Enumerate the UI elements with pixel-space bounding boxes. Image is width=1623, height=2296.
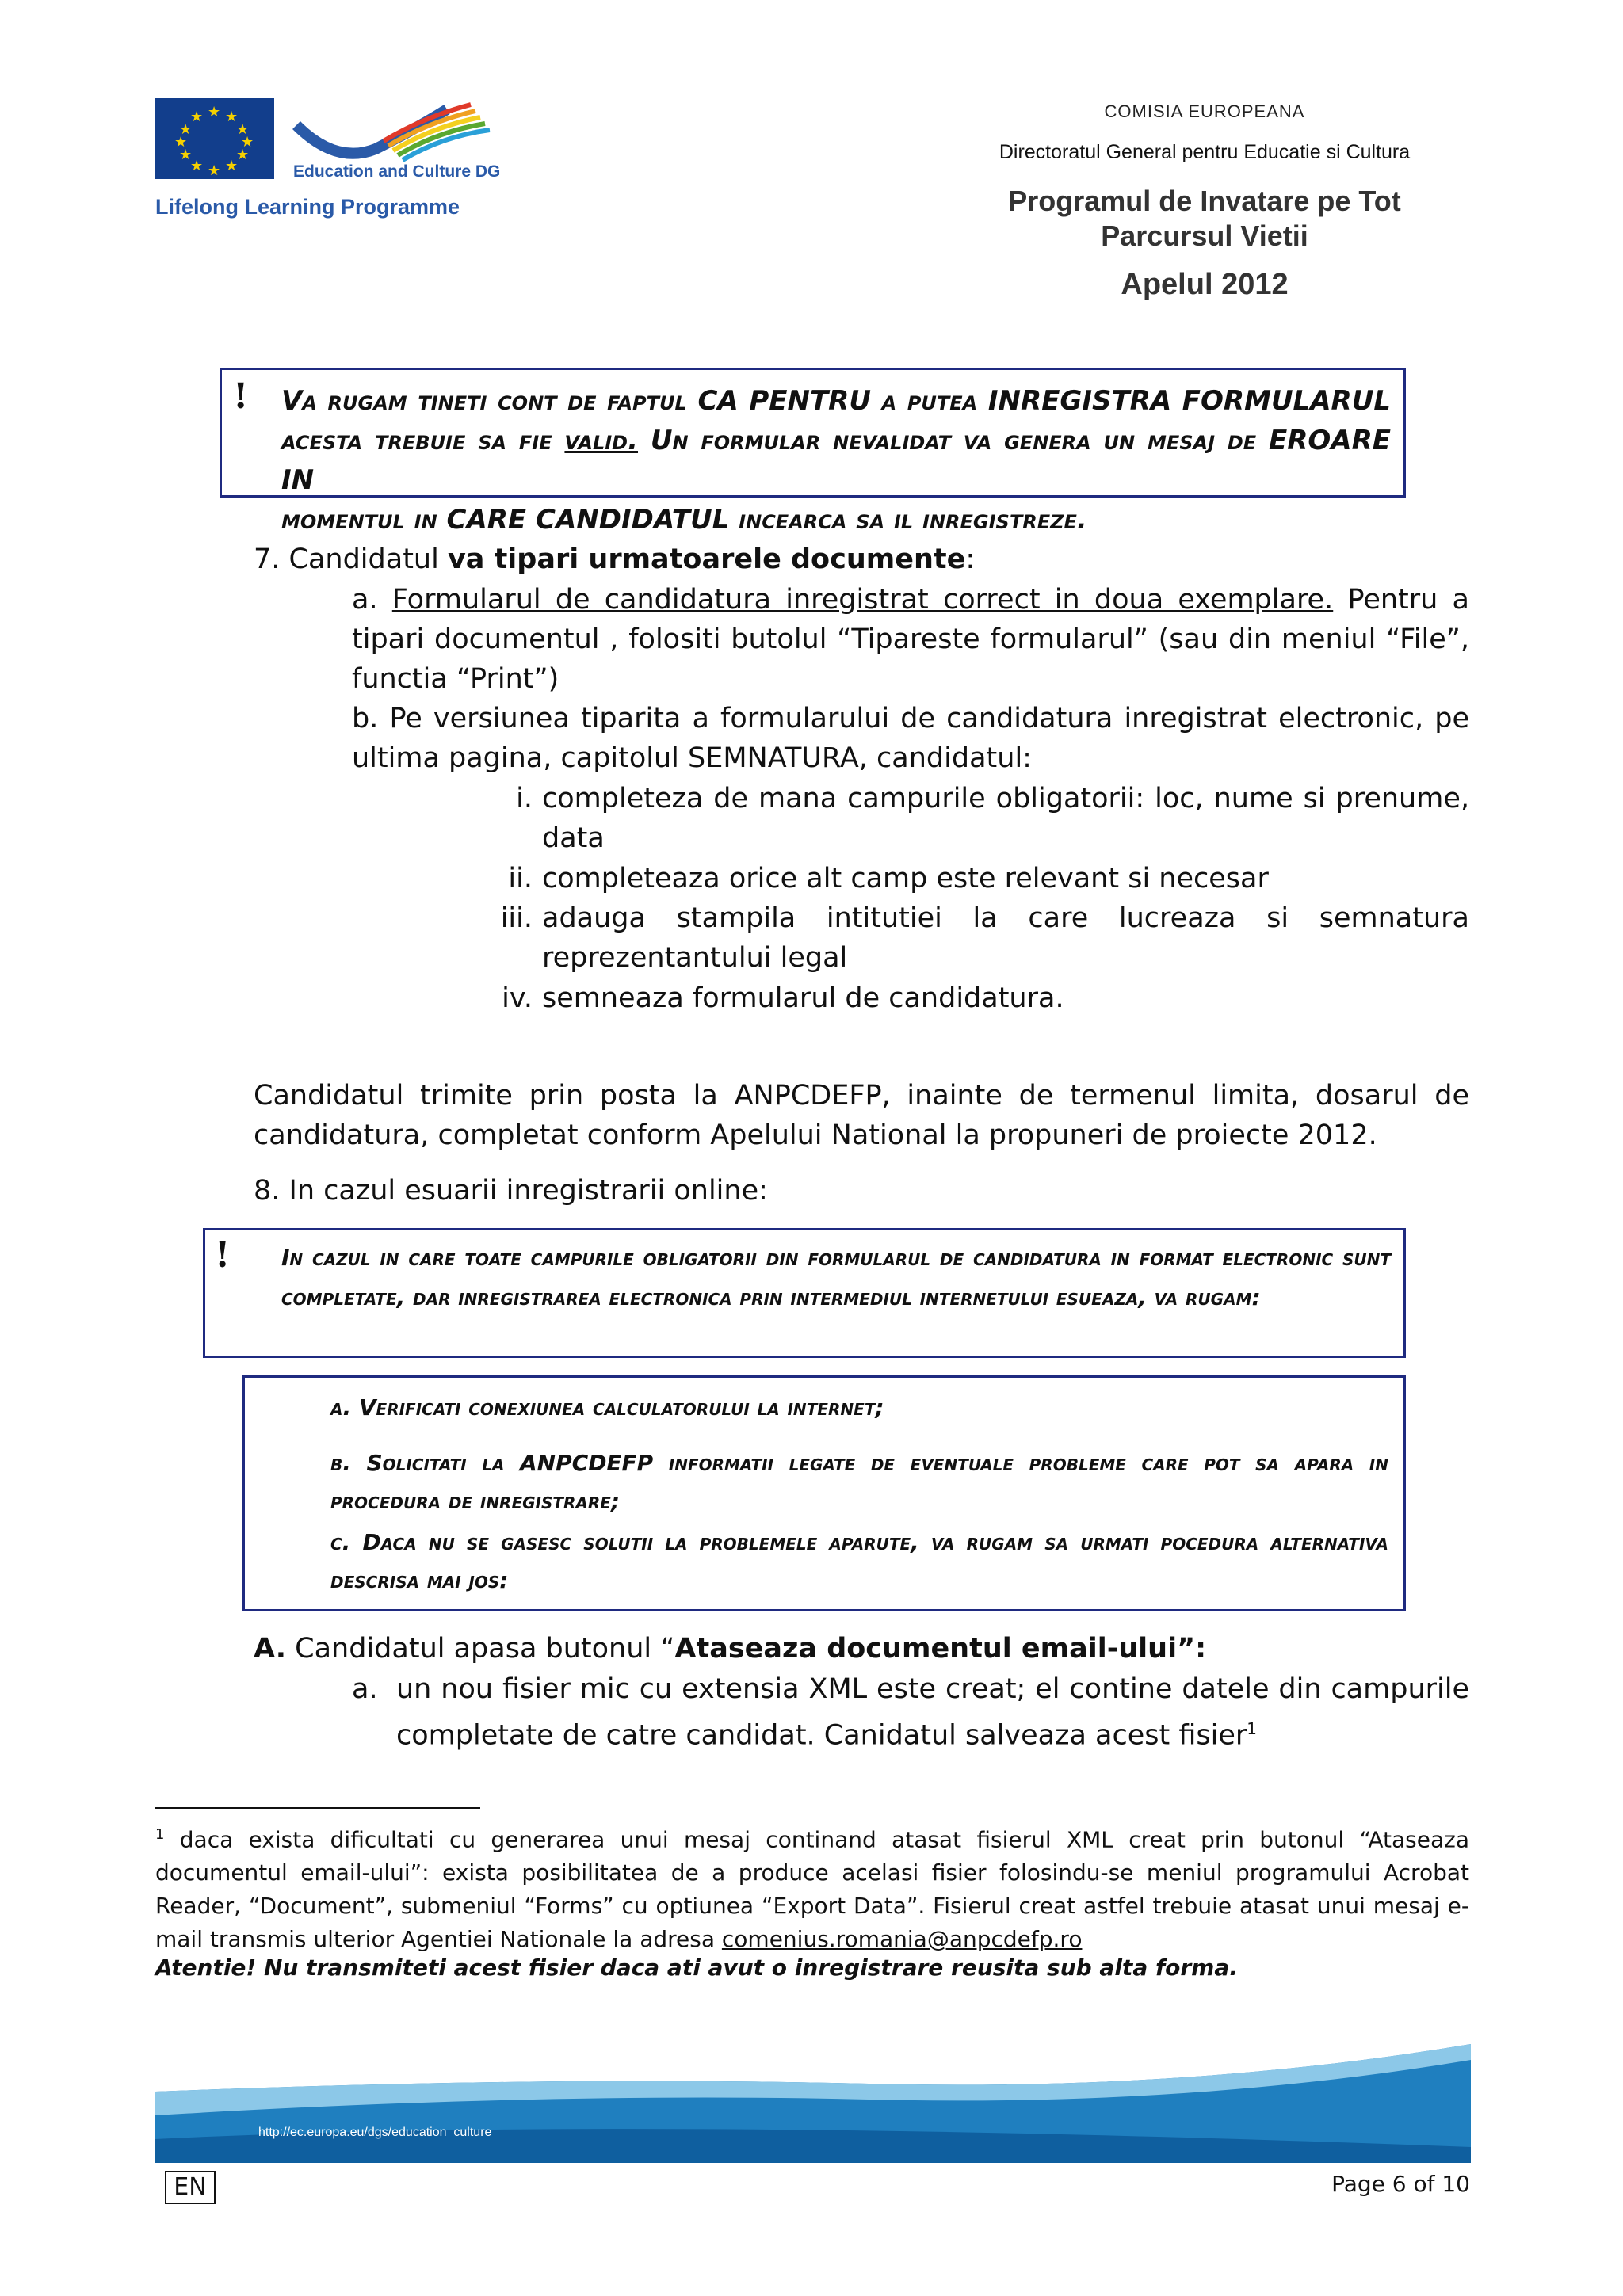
footnote-separator xyxy=(155,1807,480,1809)
stepA-item-a-label: a. xyxy=(352,1673,378,1705)
notice3-item-a: a. Verificati conexiunea calculatorului la internet; xyxy=(330,1394,884,1421)
send-paragraph: Candidatul trimite prin posta la ANPCDEFP, inainte de termenul limita, dosarul de candidatura, completat conform Apelului National la propuneri de proiecte 2012. xyxy=(254,1080,1469,1151)
language-badge: EN xyxy=(165,2171,216,2204)
roman-num-ii: ii. xyxy=(508,863,533,894)
roman-num-iii: iii. xyxy=(500,902,533,934)
dg-logo-text: Education and Culture DG xyxy=(293,162,501,181)
notice3-item-b: b. Solicitati la ANPCDEFP informatii legate de eventuale probleme care pot sa apara in procedura de inregistrare; xyxy=(330,1450,1388,1514)
step7-item-a: a. Formularul de candidatura inregistrat correct in doua exemplare. Pentru a tipari documentul , folositi butolul “Tipareste formularul” (sau din meniul “File”, functia “Print”) xyxy=(352,584,1469,695)
notice1-text: Va rugam tineti cont de faptul CA PENTRU a putea INREGISTRA FORMULARUL acesta trebuie sa fie valid. Un formular nevalidat va genera un mesaj de EROARE IN momentul in CARE CANDIDATUL incearca sa il inregistreze. xyxy=(281,385,1391,536)
notice2-text: In cazul in care toate campurile obligatorii din formularul de candidatura in format electronic sunt completate, dar inregistrarea electronica prin intermediul internetului esueaza, va rugam: xyxy=(281,1245,1391,1310)
roman-num-iv: iv. xyxy=(502,982,533,1014)
notice-box-failure xyxy=(203,1228,1406,1358)
exclamation-icon: ! xyxy=(233,376,249,417)
roman-item-iv: semneaza formularul de candidatura. xyxy=(542,982,1064,1014)
roman-item-ii: completeaza orice alt camp este relevant si necesar xyxy=(542,863,1269,894)
llp-logo-text: Lifelong Learning Programme xyxy=(155,195,460,219)
roman-num-i: i. xyxy=(516,783,533,814)
roman-item-i: completeza de mana campurile obligatorii: loc, nume si prenume, data xyxy=(542,783,1469,854)
notice-box-validation xyxy=(220,368,1406,536)
call-title: Apelul 2012 xyxy=(1121,268,1289,301)
page-number: Page 6 of 10 xyxy=(1331,2171,1470,2197)
footnote-warning: Atentie! Nu transmiteti acest fisier daca ati avut o inregistrare reusita sub alta forma. xyxy=(155,1955,1238,1981)
exclamation-icon: ! xyxy=(215,1235,231,1276)
roman-item-iii: adauga stampila intitutiei la care lucreaza si semnatura reprezentantului legal xyxy=(542,902,1469,974)
step7-item-b: b. Pe versiunea tiparita a formularului de candidatura inregistrat electronic, pe ultima pagina, capitolul SEMNATURA, candidatul: xyxy=(352,703,1469,774)
email-link[interactable]: comenius.romania@anpcdefp.ro xyxy=(721,1926,1083,1953)
directorate-title: Directoratul General pentru Educatie si Cultura xyxy=(999,141,1411,163)
notice-box-steps xyxy=(242,1375,1406,1611)
step8-heading: 8. In cazul esuarii inregistrarii online: xyxy=(254,1175,768,1207)
eu-flag-logo: ★ ★ ★ ★ ★ ★ ★ ★ ★ ★ ★ ★ xyxy=(155,98,274,179)
step7-heading: 7. Candidatul va tipari urmatoarele documente: xyxy=(254,543,976,575)
footer-wave-banner xyxy=(155,2044,1471,2163)
programme-title: Programul de Invatare pe Tot Parcursul Vietii xyxy=(1008,185,1401,252)
stepA-item-a: un nou fisier mic cu extensia XML este creat; el contine datele din campurile completate de catre candidat. Canidatul salveaza acest fisier$^1$ xyxy=(396,1673,1469,1752)
footnote-text: $^1$ daca exista dificultati cu generarea unui mesaj continand atasat fisierul XML creat prin butonul “Ataseaza documentul email-ului”: exista posibilitatea de a produce acelasi fisier folosindu-se meniul programului Acrobat Reader, “Document”, submeniul “Forms” cu optiunea “Export Data”. Fisierul creat astfel trebuie atasat unui mesaj e-mail transmis ulterior Agentiei Nationale la adresa comenius.romania@anpcdefp.ro xyxy=(155,1826,1469,1953)
commission-title: COMISIA EUROPEANA xyxy=(1104,101,1305,121)
footer-url[interactable]: http://ec.europa.eu/dgs/education_culture xyxy=(258,2126,492,2139)
notice3-item-c: c. Daca nu se gasesc solutii la problemele aparute, va rugam sa urmati pocedura alternativa descrisa mai jos: xyxy=(330,1529,1388,1593)
stepA-heading: A. Candidatul apasa butonul “Ataseaza documentul email-ului”: xyxy=(254,1633,1207,1665)
